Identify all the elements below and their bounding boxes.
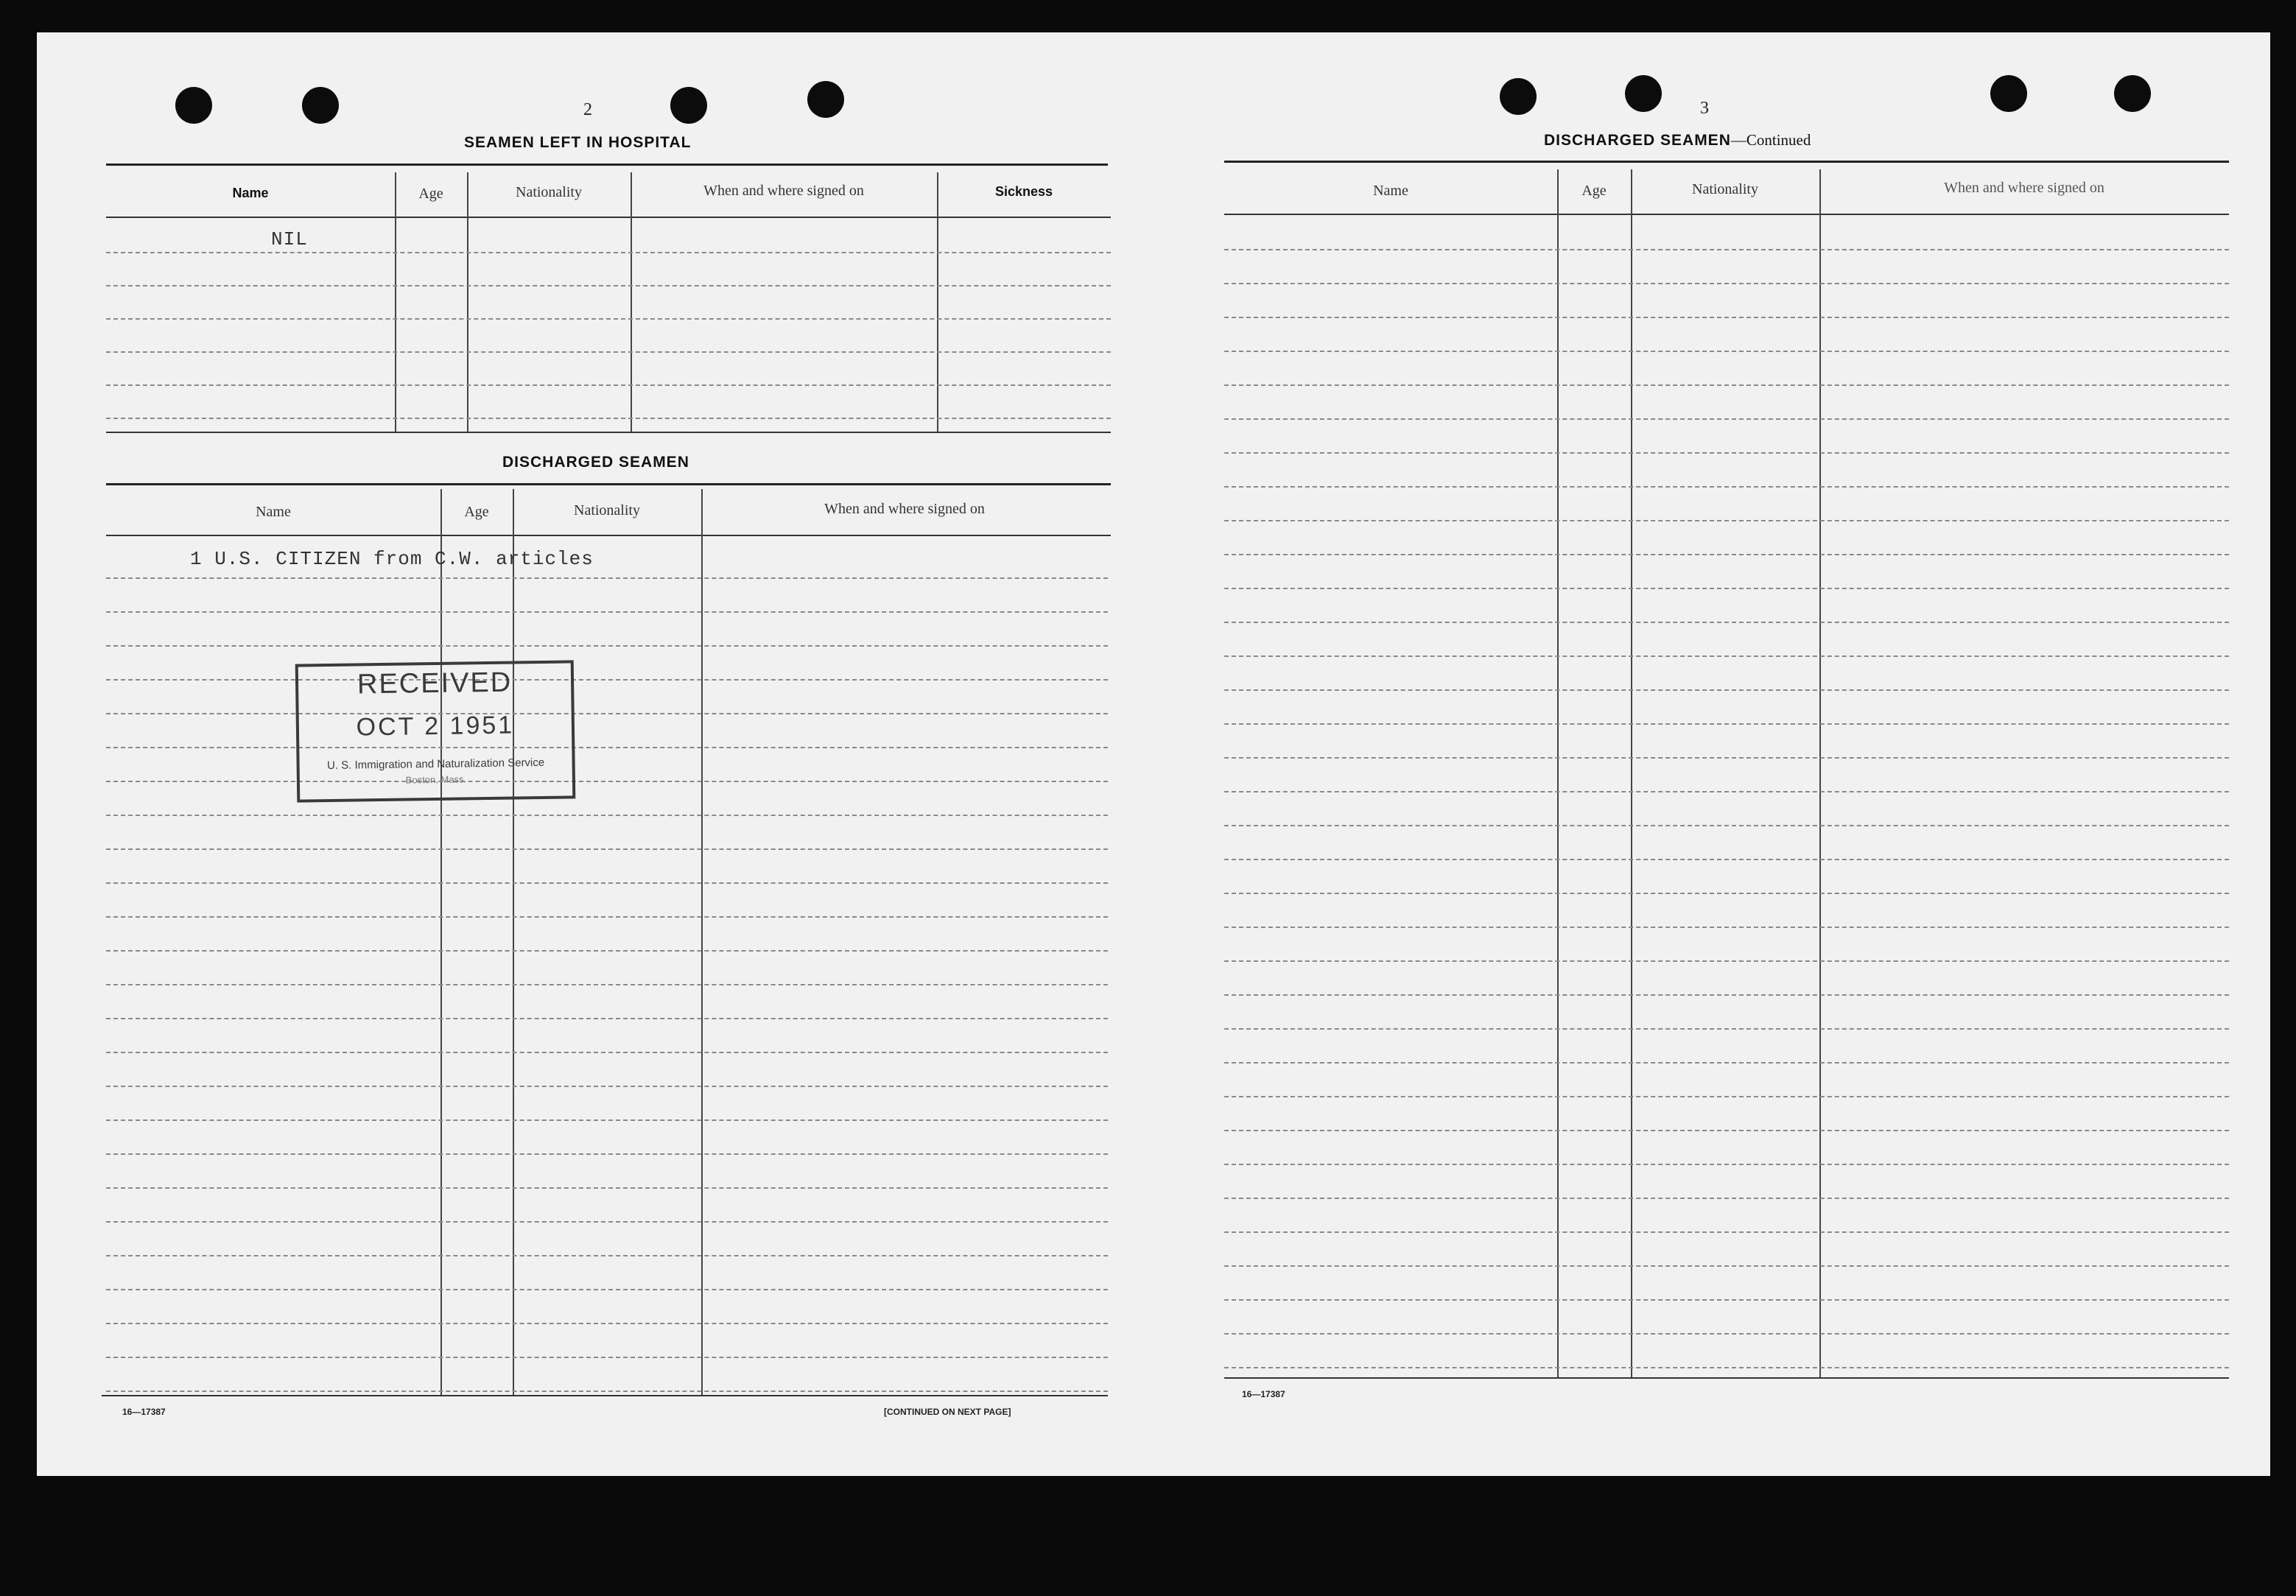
ruled-line (1224, 1333, 2229, 1335)
ruled-line (106, 950, 1108, 952)
ruled-line (106, 577, 1108, 579)
ruled-line (1224, 757, 2229, 759)
punch-hole (1500, 78, 1537, 115)
ruled-line (1224, 960, 2229, 962)
ruled-line (1224, 486, 2229, 488)
ruled-line (106, 848, 1108, 850)
ruled-line (1224, 655, 2229, 657)
ruled-line (1224, 825, 2229, 826)
ruled-line (1224, 351, 2229, 352)
right-bottom-rule (1224, 1377, 2229, 1379)
punch-hole (670, 87, 707, 124)
punch-hole (2114, 75, 2151, 112)
ruled-line (106, 418, 1111, 419)
ruled-line (106, 1357, 1108, 1358)
hospital-col-divider (395, 172, 396, 432)
ruled-line (106, 351, 1111, 353)
ruled-line (1224, 317, 2229, 318)
ruled-line (106, 384, 1111, 386)
discharged-header-rule (106, 535, 1111, 536)
ruled-line (1224, 622, 2229, 623)
ruled-line (1224, 927, 2229, 928)
hospital-section-title: SEAMEN LEFT IN HOSPITAL (464, 134, 692, 151)
discharged-section-title: DISCHARGED SEAMEN (502, 454, 689, 471)
discharged-top-rule (106, 483, 1111, 485)
discharged-entry: 1 U.S. CITIZEN from C.W. articles (190, 548, 594, 570)
discharged-col-divider (513, 489, 514, 1395)
ruled-line (1224, 1299, 2229, 1301)
left-page-number: 2 (583, 100, 592, 119)
ruled-line (106, 815, 1108, 816)
hospital-top-rule (106, 164, 1108, 166)
ruled-line (1224, 1265, 2229, 1267)
stamp-date: OCT 2 1951 (356, 711, 515, 742)
ruled-line (106, 1323, 1108, 1324)
hospital-col-age: Age (418, 186, 443, 202)
hospital-header-rule (106, 217, 1111, 218)
ruled-line (1224, 1096, 2229, 1097)
right-col-signed-on: When and where signed on (1944, 180, 2104, 196)
stamp-agency: U. S. Immigration and Naturalization Service (326, 756, 545, 773)
ruled-line (106, 882, 1108, 884)
right-form-number: 16—17387 (1242, 1389, 1285, 1399)
ruled-line (106, 318, 1111, 320)
ruled-line (106, 1187, 1108, 1189)
discharged-col-divider (701, 489, 703, 1395)
ruled-line (106, 1221, 1108, 1223)
right-title-main: DISCHARGED SEAMEN (1544, 132, 1731, 149)
ruled-line (1224, 249, 2229, 250)
ruled-line (106, 1255, 1108, 1256)
continued-note: [CONTINUED ON NEXT PAGE] (884, 1407, 1011, 1417)
hospital-bottom-rule (106, 432, 1111, 433)
right-header-rule (1224, 214, 2229, 215)
right-page-number: 3 (1700, 99, 1709, 118)
ruled-line (106, 285, 1111, 286)
stamp-location: Boston, Mass. (405, 773, 467, 786)
hospital-col-divider (937, 172, 938, 432)
hospital-entry: NIL (271, 228, 308, 250)
right-section-title (1544, 131, 1811, 150)
ruled-line (1224, 588, 2229, 589)
punch-hole (175, 87, 212, 124)
ruled-line (106, 645, 1108, 647)
ruled-line (1224, 1130, 2229, 1131)
discharged-col-name: Name (256, 504, 291, 520)
ruled-line (1224, 723, 2229, 725)
received-stamp (295, 660, 576, 802)
ruled-line (106, 1289, 1108, 1290)
ruled-line (106, 252, 1111, 253)
right-top-rule (1224, 161, 2229, 163)
ruled-line (1224, 1164, 2229, 1165)
ruled-line (1224, 689, 2229, 691)
ruled-line (106, 916, 1108, 918)
ruled-line (1224, 791, 2229, 792)
ruled-line (1224, 452, 2229, 454)
ruled-line (106, 1052, 1108, 1053)
right-col-nationality: Nationality (1692, 181, 1758, 197)
hospital-col-signed-on: When and where signed on (703, 183, 864, 199)
punch-hole (1625, 75, 1662, 112)
discharged-col-age: Age (464, 504, 489, 520)
ruled-line (106, 611, 1108, 613)
ruled-line (1224, 520, 2229, 521)
ruled-line (1224, 283, 2229, 284)
left-form-number: 16—17387 (122, 1407, 166, 1417)
ruled-line (1224, 994, 2229, 996)
ruled-line (106, 1153, 1108, 1155)
right-title-suffix: —Continued (1730, 131, 1811, 149)
manifest-sheet (37, 32, 2270, 1476)
stamp-received: RECEIVED (357, 667, 513, 700)
right-col-age: Age (1581, 183, 1607, 199)
ruled-line (1224, 418, 2229, 420)
ruled-line (106, 1119, 1108, 1121)
hospital-col-divider (467, 172, 468, 432)
hospital-col-sickness: Sickness (994, 184, 1053, 199)
ruled-line (1224, 1198, 2229, 1199)
ruled-line (106, 747, 1108, 748)
ruled-line (106, 984, 1108, 985)
ruled-line (106, 1018, 1108, 1019)
ruled-line (1224, 1367, 2229, 1368)
ruled-line (1224, 1062, 2229, 1064)
discharged-col-nationality: Nationality (574, 502, 640, 518)
hospital-col-divider (631, 172, 632, 432)
hospital-col-name: Name (232, 186, 269, 200)
ruled-line (1224, 1028, 2229, 1030)
ruled-line (106, 1086, 1108, 1087)
ruled-line (106, 713, 1108, 714)
hospital-col-nationality: Nationality (516, 184, 582, 200)
ruled-line (1224, 384, 2229, 386)
punch-hole (302, 87, 339, 124)
ruled-line (106, 781, 1108, 782)
ruled-line (1224, 1231, 2229, 1233)
discharged-col-divider (440, 489, 442, 1395)
punch-hole (1990, 75, 2027, 112)
punch-hole (807, 81, 844, 118)
ruled-line (1224, 859, 2229, 860)
discharged-bottom-rule (102, 1395, 1108, 1396)
ruled-line (106, 1391, 1108, 1392)
ruled-line (106, 679, 1108, 681)
ruled-line (1224, 893, 2229, 894)
right-col-name: Name (1373, 183, 1408, 199)
ruled-line (1224, 554, 2229, 555)
discharged-col-signed-on: When and where signed on (824, 501, 985, 517)
